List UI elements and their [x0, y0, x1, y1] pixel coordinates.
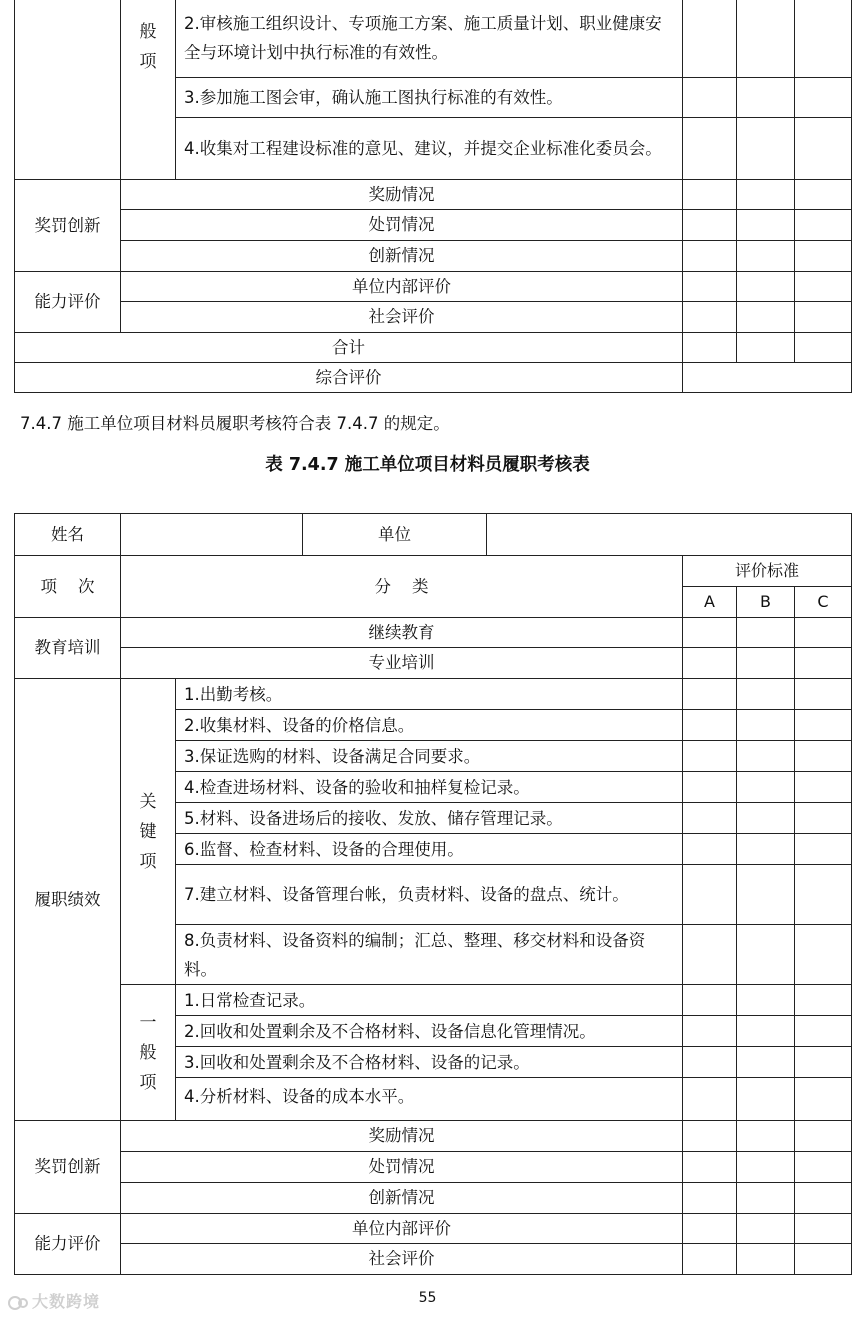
- performance-cell-blank: [15, 0, 121, 180]
- score-a: [683, 0, 737, 78]
- key-char: 键: [139, 821, 157, 842]
- reward-item: 创新情况: [121, 1183, 683, 1214]
- score-b: [737, 0, 795, 78]
- general-char: 项: [139, 52, 157, 72]
- key-item-label: [121, 679, 176, 985]
- reward-item: 处罚情况: [121, 1152, 683, 1183]
- reward-item: 处罚情况: [121, 210, 683, 241]
- name-label: 姓名: [15, 514, 121, 556]
- score-c: [795, 0, 852, 78]
- grade-c: C: [795, 587, 852, 618]
- key-item-text: 2.收集材料、设备的价格信息。: [176, 710, 683, 741]
- education-label: 教育培训: [15, 618, 121, 679]
- general-char: 一: [139, 1012, 157, 1033]
- general-item-text: 2.回收和处置剩余及不合格材料、设备信息化管理情况。: [176, 1016, 683, 1047]
- general-item-text: 4.收集对工程建设标准的意见、建议，并提交企业标准化委员会。: [176, 118, 683, 180]
- criteria-header: 评价标准: [683, 556, 852, 587]
- key-char: 项: [139, 851, 157, 872]
- watermark-text: 大数跨境: [32, 1292, 101, 1311]
- general-item-text: 3.参加施工图会审，确认施工图执行标准的有效性。: [176, 78, 683, 118]
- general-item-text: 2.审核施工组织设计、专项施工方案、施工质量计划、职业健康安全与环境计划中执行标准的有效性。: [176, 0, 683, 78]
- general-char: 般: [139, 22, 157, 42]
- reward-label: 奖罚创新: [15, 1121, 121, 1214]
- ability-item: 社会评价: [121, 1244, 683, 1275]
- key-item-text: 8.负责材料、设备资料的编制；汇总、整理、移交材料和设备资料。: [176, 925, 683, 985]
- reward-item: 奖励情况: [121, 180, 683, 210]
- key-item-text: 7.建立材料、设备管理台帐，负责材料、设备的盘点、统计。: [176, 865, 683, 925]
- key-item-text: 5.材料、设备进场后的接收、发放、储存管理记录。: [176, 803, 683, 834]
- ability-item: 单位内部评价: [121, 1214, 683, 1244]
- reward-item: 奖励情况: [121, 1121, 683, 1152]
- general-char: 项: [139, 1072, 157, 1093]
- ability-label: 能力评价: [15, 1214, 121, 1275]
- page-number: 55: [418, 1290, 437, 1306]
- clause-text: 7.4.7 施工单位项目材料员履职考核符合表 7.4.7 的规定。: [20, 414, 450, 433]
- grade-b: B: [737, 587, 795, 618]
- ability-label: 能力评价: [15, 272, 121, 333]
- material-officer-assessment-table: [14, 513, 852, 1275]
- key-item-text: 4.检查进场材料、设备的验收和抽样复检记录。: [176, 772, 683, 803]
- reward-item: 创新情况: [121, 241, 683, 272]
- ability-item: 社会评价: [121, 302, 683, 333]
- key-item-text: 1.出勤考核。: [176, 679, 683, 710]
- key-item-text: 6.监督、检查材料、设备的合理使用。: [176, 834, 683, 865]
- education-item: 专业培训: [121, 648, 683, 679]
- key-char: 关: [139, 791, 157, 812]
- general-item-label: [121, 0, 176, 180]
- table-continuation: [14, 0, 852, 393]
- unit-value: [487, 514, 852, 556]
- grade-a: A: [683, 587, 737, 618]
- general-item-label: [121, 985, 176, 1121]
- general-char: 般: [139, 1042, 157, 1063]
- overall-label: 综合评价: [15, 363, 683, 393]
- education-item: 继续教育: [121, 618, 683, 648]
- name-value: [121, 514, 303, 556]
- category-header: 分 类: [121, 556, 683, 618]
- total-label: 合计: [15, 333, 683, 363]
- unit-label: 单位: [303, 514, 487, 556]
- ability-item: 单位内部评价: [121, 272, 683, 302]
- item-header: 项 次: [15, 556, 121, 618]
- general-item-text: 1.日常检查记录。: [176, 985, 683, 1016]
- performance-label: 履职绩效: [15, 679, 121, 1121]
- key-item-text: 3.保证选购的材料、设备满足合同要求。: [176, 741, 683, 772]
- general-item-text: 4.分析材料、设备的成本水平。: [176, 1078, 683, 1121]
- general-item-text: 3.回收和处置剩余及不合格材料、设备的记录。: [176, 1047, 683, 1078]
- table-caption: 表 7.4.7 施工单位项目材料员履职考核表: [265, 455, 590, 475]
- reward-label: 奖罚创新: [15, 180, 121, 272]
